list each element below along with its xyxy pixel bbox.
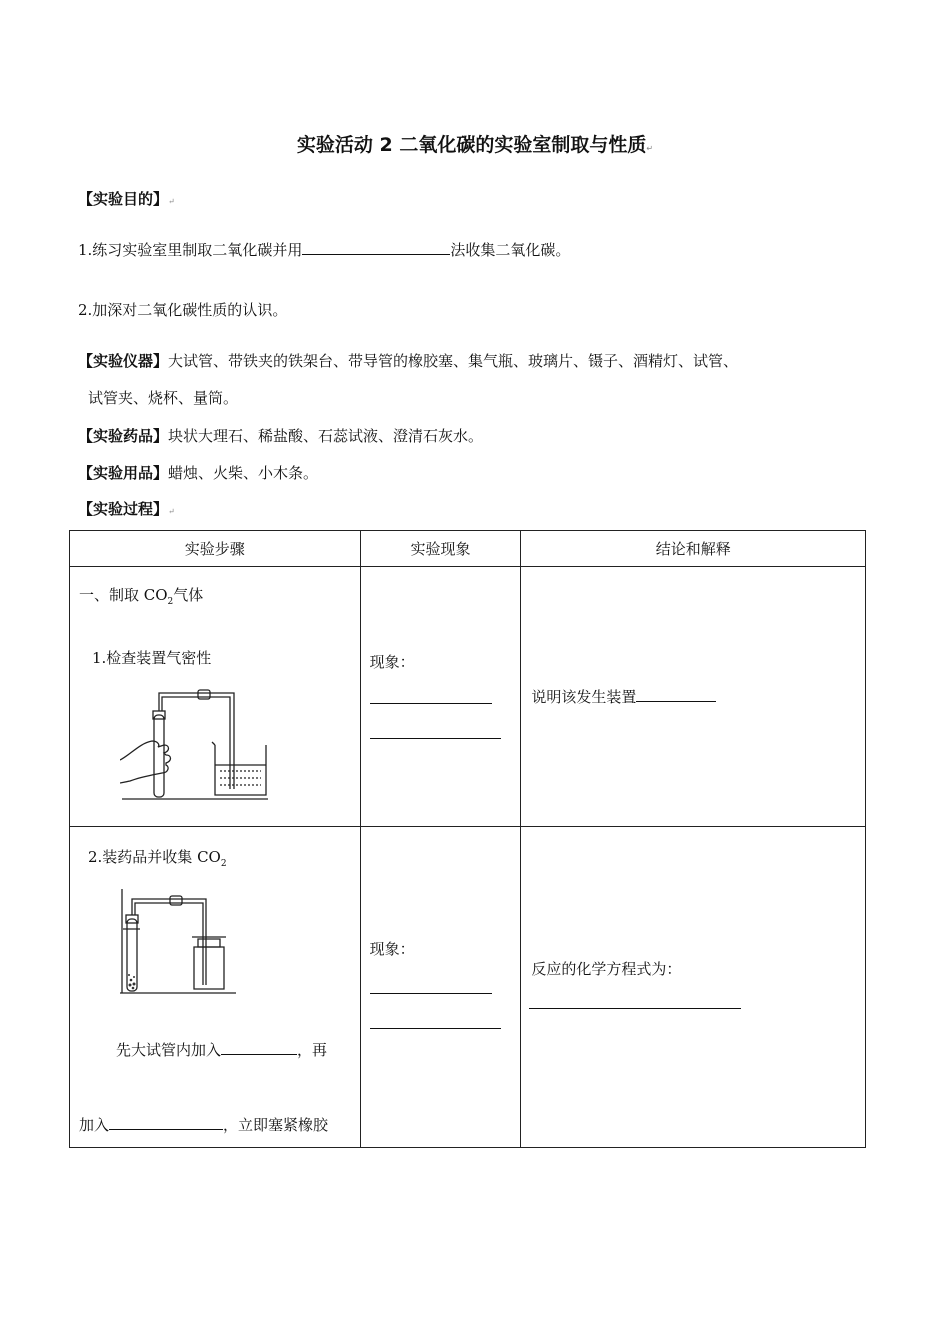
answer-blank[interactable] (636, 685, 716, 702)
answer-blank[interactable] (370, 1028, 501, 1029)
header-steps: 实验步骤 (70, 531, 361, 567)
header-conclusion: 结论和解释 (521, 531, 866, 567)
table-row (70, 827, 866, 1148)
reagents-line: 【实验药品】块状大理石、稀盐酸、石蕊试液、澄清石灰水。 (78, 427, 484, 445)
instruments-line-2: 试管夹、烧杯、量筒。 (88, 389, 239, 407)
row1-step: 1.检查装置气密性 (92, 649, 212, 667)
answer-blank[interactable] (370, 738, 501, 739)
row2-text-line-1: 先大试管内加入 ，再 (116, 1038, 327, 1060)
row2-phenomenon-label: 现象： (369, 940, 415, 958)
answer-blank[interactable] (221, 1038, 297, 1055)
purpose-heading: 【实验目的】↵ (78, 190, 175, 208)
row2-conclusion: 反应的化学方程式为： (531, 960, 682, 978)
instruments-line: 【实验仪器】大试管、带铁夹的铁架台、带导管的橡胶塞、集气瓶、玻璃片、镊子、酒精灯、试管、 (78, 352, 739, 370)
row2-step: 2.装药品并收集 $CO_2$ (88, 848, 227, 869)
experiment-table (69, 530, 866, 1148)
answer-blank[interactable] (370, 993, 492, 994)
answer-blank[interactable] (109, 1113, 223, 1130)
row1-conclusion: 说明该发生装置 (531, 685, 716, 707)
header-phenomenon: 实验现象 (360, 531, 521, 567)
purpose-item-2: 2.加深对二氧化碳性质的认识。 (78, 301, 288, 319)
purpose-item-1: 1.练习实验室里制取二氧化碳并用 法收集二氧化碳。 (78, 238, 570, 260)
answer-blank[interactable] (370, 703, 492, 704)
answer-blank[interactable] (302, 238, 450, 255)
supplies-line: 【实验用品】蜡烛、火柴、小木条。 (78, 464, 319, 482)
answer-blank[interactable] (529, 1008, 741, 1009)
co2-collection-apparatus-illustration (118, 889, 238, 999)
row1-phenomenon-label: 现象： (369, 653, 415, 671)
process-heading: 【实验过程】↵ (78, 500, 175, 518)
page-title: 实验活动 2 二氧化碳的实验室制取与性质↵ (296, 134, 654, 156)
row1-heading: 一、制取 $CO_2$气体 (79, 586, 204, 607)
row2-text-line-2: 加入 ，立即塞紧橡胶 (79, 1113, 328, 1135)
airtightness-apparatus-illustration (120, 685, 270, 807)
table-header-row (70, 531, 866, 567)
table-row (70, 567, 866, 827)
